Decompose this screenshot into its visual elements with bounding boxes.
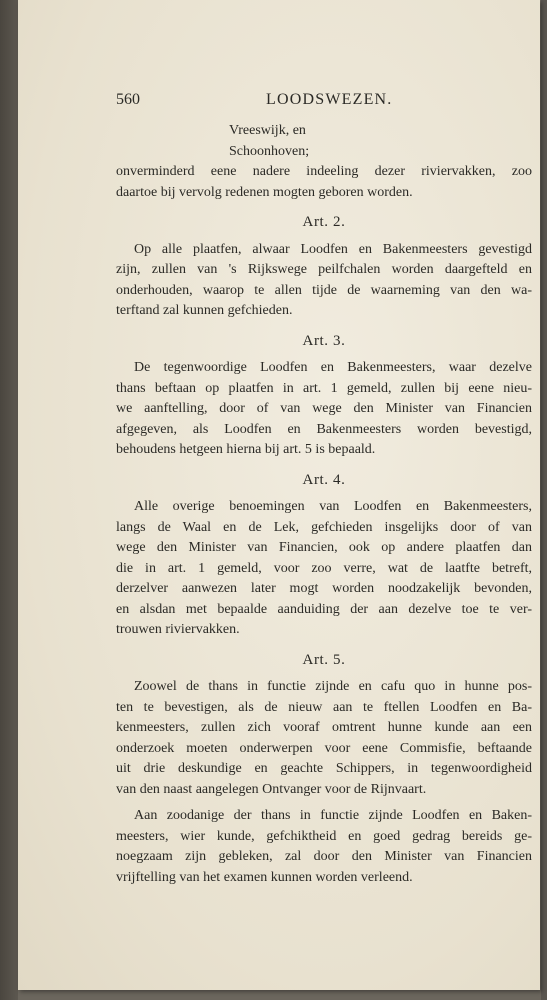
- text-line: onderzoek moeten onderwerpen voor eene Commisfie, beftaande: [116, 740, 532, 756]
- book-page: [18, 0, 540, 990]
- text-line: Aan zoodanige der thans in functie zijnde Loodfen en Baken-: [134, 808, 532, 823]
- text-line: daartoe bij vervolg redenen mogten geboren worden.: [116, 184, 413, 200]
- article-2: [116, 212, 532, 322]
- text-line: derzelver aanwezen later mogt worden noodzakelijk bevonden,: [116, 581, 532, 596]
- text-line: vrijftelling van het examen kunnen worden verleend.: [116, 869, 413, 885]
- place-line: Vreeswijk, en: [229, 123, 306, 138]
- article-heading: Art. 2.: [302, 214, 346, 230]
- text-line: onderhouden, waarop te allen tijde de waarneming van den wa-: [116, 282, 532, 298]
- text-line: meesters, wier kunde, gefchiktheid en goed gedrag bereids ge-: [116, 828, 532, 844]
- text-line: Op alle plaatfen, alwaar Loodfen en Bakenmeesters gevestigd: [134, 241, 532, 257]
- text-line: behoudens hetgeen hierna bij art. 5 is bepaald.: [116, 442, 376, 457]
- text-line: trouwen riviervakken.: [116, 622, 240, 637]
- scan-edge-left: [0, 0, 18, 1000]
- text-line: terftand zal kunnen gefchieden.: [116, 303, 293, 318]
- text-line: kenmeesters, zullen zich vooraf omtrent hunne kunde aan een: [116, 720, 532, 735]
- page-text: [116, 90, 532, 894]
- running-title: LOODSWEZEN.: [266, 91, 393, 108]
- intro-section: [116, 121, 532, 203]
- article-paragraph: [116, 677, 532, 800]
- text-line: afgegeven, als Loodfen en Bakenmeesters worden bevestigd,: [116, 421, 532, 437]
- text-line: onverminderd eene nadere indeeling dezer riviervakken, zoo: [116, 164, 532, 179]
- text-line: Alle overige benoemingen van Loodfen en Bakenmeesters,: [134, 499, 532, 514]
- article-5: [116, 650, 532, 889]
- article-heading: Art. 4.: [302, 471, 346, 488]
- text-line: en alsdan met bepaalde aanduiding der aan dezelve toe te ver-: [116, 601, 532, 617]
- page-header: [116, 90, 532, 116]
- text-line: we aanftelling, door of van wege den Minister van Financien: [116, 401, 532, 416]
- text-line: wege den Minister van Financien, ook op andere plaatfen dan: [116, 540, 532, 555]
- article-heading: Art. 5.: [302, 651, 346, 668]
- article-4: [116, 470, 532, 641]
- text-line: ten te bevestigen, als de nieuw aan te ftellen Loodfen en Ba-: [116, 699, 532, 715]
- article-heading: Art. 3.: [302, 332, 346, 349]
- text-line: van den naast aangelegen Ontvanger voor de Rijnvaart.: [116, 781, 427, 797]
- text-line: Zoowel de thans in functie zijnde en cafu quo in hunne pos-: [134, 679, 532, 694]
- text-line: noegzaam zijn gebleken, zal door den Minister van Financien: [116, 849, 532, 864]
- text-line: zijn, zullen van 's Rijkswege peilfchalen worden daargefteld en: [116, 262, 532, 277]
- text-line: thans beftaan op plaatfen in art. 1 gemeld, zullen bij eene nieu-: [116, 380, 532, 396]
- article-paragraph: [116, 806, 532, 888]
- text-line: die in art. 1 gemeld, voor zoo verre, wat de laatfte betreft,: [116, 560, 532, 576]
- text-line: langs de Waal en de Lek, gefchieden insgelijks door of van: [116, 519, 532, 535]
- scan-edge-right: [541, 0, 547, 1000]
- text-line: De tegenwoordige Loodfen en Bakenmeesters, waar dezelve: [134, 360, 532, 375]
- article-3: [116, 331, 532, 461]
- page-number: 560: [116, 91, 140, 108]
- text-line: uit drie deskundige en geachte Schippers, in tegenwoordigheid: [116, 761, 532, 776]
- place-line: Schoonhoven;: [229, 143, 310, 159]
